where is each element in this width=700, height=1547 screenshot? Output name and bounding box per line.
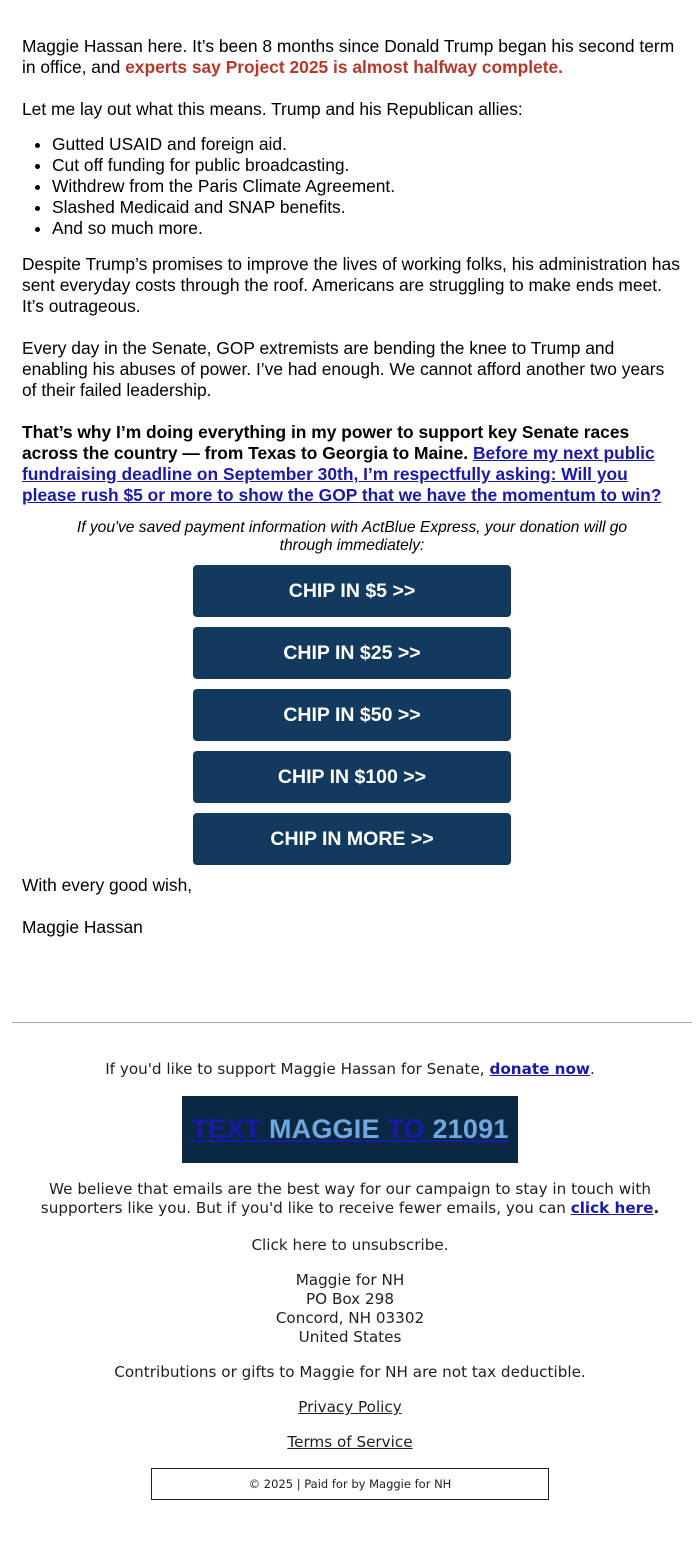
terms-row xyxy=(0,1433,700,1452)
closing-line: With every good wish, xyxy=(22,875,193,895)
express-note: If you've saved payment information with ActBlue Express, your donation will go through immediately: xyxy=(76,519,628,554)
belief-text: We believe that emails are the best way for our campaign to stay in touch with supporters like you. But if you'd like to receive fewer emails, you can xyxy=(40,1180,651,1217)
footer-divider xyxy=(12,1022,692,1023)
banner-text-2: TO xyxy=(379,1114,433,1144)
lay-out-paragraph: Let me lay out what this means. Trump and his Republican allies: xyxy=(22,99,523,119)
address-line: Maggie for NH xyxy=(295,1271,405,1289)
banner-text-1: TEXT xyxy=(191,1114,269,1144)
tax-note: Contributions or gifts to Maggie for NH are not tax deductible. xyxy=(114,1363,586,1381)
intro-text: Maggie Hassan here. It’s been 8 months since Donald Trump began his second term in office, and xyxy=(22,36,675,77)
list-item: • Cut off funding for public broadcasting. xyxy=(52,155,682,176)
costs-paragraph: Despite Trump’s promises to improve the lives of working folks, his administration has sent everyday costs through the roof. Americans are struggling to make ends meet. It’s outrageous. xyxy=(22,254,680,316)
chip-in-50-button[interactable]: CHIP IN $50 >> xyxy=(193,689,511,741)
chip-in-5-button[interactable]: CHIP IN $5 >> xyxy=(193,565,511,617)
email-body xyxy=(22,36,682,938)
address-line: Concord, NH 03302 xyxy=(275,1309,425,1327)
chip-in-25-button[interactable]: CHIP IN $25 >> xyxy=(193,627,511,679)
support-period: . xyxy=(589,1060,595,1078)
support-line xyxy=(0,1060,700,1079)
belief-period: . xyxy=(653,1199,660,1217)
privacy-policy-link[interactable]: Privacy Policy xyxy=(298,1398,402,1416)
donate-ask-link[interactable]: Before my next public fundraising deadline on September 30th, I’m respectfully asking: Will you please rush $5 or more to show the GOP that we have the momentum to win? xyxy=(22,443,662,505)
ask-bold-text: That’s why I’m doing everything in my power to support key Senate races across the country — from Texas to Georgia to Maine. xyxy=(22,422,630,463)
mailing-address xyxy=(0,1271,700,1347)
address-line: United States xyxy=(298,1328,402,1346)
fewer-emails-link[interactable]: click here xyxy=(570,1199,654,1217)
senate-paragraph: Every day in the Senate, GOP extremists are bending the knee to Trump and enabling his abuses of power. I’ve had enough. We cannot afford another two years of their failed leadership. xyxy=(22,338,665,400)
fewer-emails-paragraph xyxy=(14,1180,686,1218)
copyright-box: © 2025 | Paid for by Maggie for NH xyxy=(151,1468,549,1500)
chip-in-100-button[interactable]: CHIP IN $100 >> xyxy=(193,751,511,803)
signature: Maggie Hassan xyxy=(22,917,143,937)
address-line: PO Box 298 xyxy=(306,1290,394,1308)
donation-buttons xyxy=(22,565,682,865)
intro-paragraph xyxy=(22,36,682,78)
chip-in-more-button[interactable]: CHIP IN MORE >> xyxy=(193,813,511,865)
unsubscribe-link[interactable]: Click here to unsubscribe. xyxy=(251,1236,449,1254)
actions-list xyxy=(22,134,682,239)
donate-now-link[interactable]: donate now xyxy=(489,1060,590,1078)
intro-highlight: experts say Project 2025 is almost halfway complete. xyxy=(125,57,564,77)
list-item: • And so much more. xyxy=(52,218,682,239)
banner-number: 21091 xyxy=(432,1114,509,1144)
list-item: • Withdrew from the Paris Climate Agreement. xyxy=(52,176,682,197)
banner-name: MAGGIE xyxy=(268,1114,380,1144)
text-maggie-banner[interactable] xyxy=(182,1096,518,1163)
list-item: • Gutted USAID and foreign aid. xyxy=(52,134,682,155)
support-text: If you'd like to support Maggie Hassan for Senate, xyxy=(105,1060,490,1078)
footer xyxy=(0,1060,700,1500)
list-item: • Slashed Medicaid and SNAP benefits. xyxy=(52,197,682,218)
ask-paragraph xyxy=(22,422,682,506)
privacy-row xyxy=(0,1398,700,1417)
terms-of-service-link[interactable]: Terms of Service xyxy=(287,1433,413,1451)
